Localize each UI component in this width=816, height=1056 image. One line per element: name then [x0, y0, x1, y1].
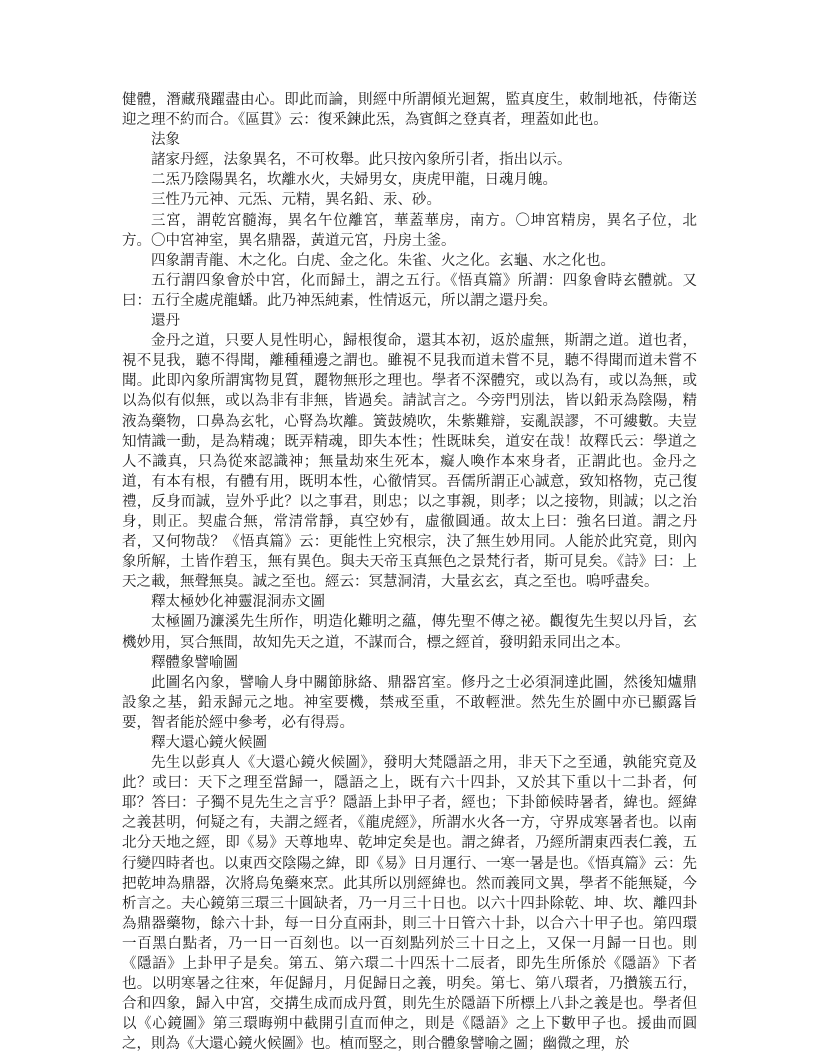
- section-heading: 釋體象譬喻圖: [151, 654, 238, 671]
- section-heading: 還丹: [151, 313, 180, 330]
- document-page: [122, 90, 697, 1055]
- paragraph: 太極圖乃濂溪先生所作，明造化難明之蘊，傳先聖不傳之祕。觀復先生契以丹旨，玄機妙用，冥合無間，故知先天之道，不謀而合，標之經首，發明鉛汞同出之本。: [122, 614, 697, 651]
- paragraph: 諸家丹經，法象異名，不可枚舉。此只按內象所引者，指出以示。: [151, 152, 572, 169]
- paragraph: 健體，潛藏飛躍盡由心。即此而論，則經中所謂傾光迴駕，監真度生，敕制地祇，侍衛送迎之理不約而合。《區貫》云：復釆鍊此炁，為賓餌之登真者，理蓋如此也。: [122, 92, 697, 129]
- paragraph: 金丹之道，只要人見性明心，歸根復命，還其本初，返於虛無，斯謂之道。道也者，視不見我，聽不得聞，離種種邊之謂也。雖視不見我而道未嘗不見，聽不得聞而道未嘗不聞。此即內象所謂寓物見質，麗物無形之理也。學者不深體究，或以為有，或以為無，或以為似有似無，或以為非有非無，皆過矣。請試言之。今旁門別法，皆以鉛汞為陰陽，精液為藥物，口鼻為玄牝，心腎為坎離。簧鼓燒吹，朱紫難辯，妄亂誤謬，不可縷數。夫豈知情識一動，是為精魂；既弄精魂，即失本性；性既昧矣，道安在哉！故釋氏云：學道之人不識真，只為從來認識神；無量劫來生死本，癡人喚作本來身者，正謂此也。金丹之道，有本有根，有體有用，既明本性，心徹情冥。吾儒所謂正心誠意，致知格物，克己復禮，反身而誠，豈外乎此？以之事君，則忠；以之事親，則孝；以之接物，則誠；以之治身，則正。契虛合無，常清常靜，真空妙有，虛徹圓通。故太上曰：強名曰道。謂之丹者，又何物哉？《悟真篇》云：更能性上究根宗，決了無生妙用同。人能於此究竟，則內象所解，土皆作碧玉，無有異色。與夫天帝玉真無色之景梵行者，斯可見矣。《詩》曰：上天之載，無聲無臭。誠之至也。經云：冥慧洞清，大量玄玄，真之至也。嗚呼盡矣。: [122, 333, 697, 591]
- paragraph: 三性乃元神、元炁、元精，異名鉛、汞、砂。: [151, 192, 441, 209]
- section-heading: 釋太極妙化神靈混洞赤文圖: [151, 594, 325, 611]
- paragraph: 四象謂青龍、木之化。白虎、金之化。朱雀、火之化。玄龜、水之化也。: [151, 252, 615, 269]
- section-heading: 釋大還心鏡火候圖: [151, 735, 267, 751]
- paragraph: 先生以彭真人《大還心鏡火候圖》，發明大梵隱語之用，非天下之至通，孰能究竟及此？或曰：天下之理至當歸一，隱語之上，既有六十四卦，又於其下重以十二卦者，何耶？答曰：子獨不見先生之言乎？隱語上卦甲子者，經也；下卦節候時暑者，緯也。經緯之義甚明，何疑之有，夫謂之經者，《龍虎經》，所謂水火各一方，守界成寒暑者也。以南北分天地之經，即《易》天尊地卑、乾坤定矣是也。謂之緯者，乃經所謂東西表仁義，五行變四時者也。以東西交陰陽之緯，即《易》日月運行、一寒一暑是也。《悟真篇》云：先把乾坤為鼎器，次將烏兔藥來烹。此其所以別經緯也。然而義同文異，學者不能無疑，今析言之。夫心鏡第三環三十圓缺者，乃一月三十日也。以六十四卦除乾、坤、坎、離四卦為鼎器藥物，餘六十卦，每一日分直兩卦，則三十日管六十卦，以合六十甲子也。第四環一百黑白點者，乃一日一百刻也。以一百刻點列於三十日之上，又保一月歸一日也。則《隱語》上卦甲子是矣。第五、第六環二十四炁十二辰者，即先生所係於《隱語》下者也。以明寒暑之往來，年促歸月，月促歸日之義，明矣。第七、第八環者，乃攢簇五行，合和四象，歸入中宮，交搆生成而成丹質，則先生於隱語下所標上八卦之義是也。學者但以《心鏡圖》第三環晦朔中截開引直而伸之，則是《隱語》之上下數甲子也。援曲而圓之，則為《大還心鏡火候圖》也。植而竪之，則合體象譬喻之圖；幽微之理，於: [122, 755, 697, 1053]
- paragraph: 二炁乃陰陽異名，坎離水火，夫婦男女，庚虎甲龍，日魂月魄。: [151, 172, 557, 189]
- paragraph: 五行謂四象會於中宮，化而歸土，謂之五行。《悟真篇》所謂：四象會時玄體就。又曰：五行全處虎龍蟠。此乃神炁純素，性情返元，所以謂之還丹矣。: [122, 272, 697, 309]
- paragraph: 三宮，謂乾宮髓海，異名午位離宮，華蓋華房，南方。〇坤宮精房，異名子位，北方。〇中宮神室，異名鼎器，黃道元宮，丹房土釜。: [122, 212, 697, 249]
- paragraph: 此圖名內象，譬喻人身中關節脉絡、鼎器宮室。修丹之士必須洞達此圖，然後知爐鼎設象之基，鉛汞歸元之地。神室要機，禁戒至重，不敢輕泄。然先生於圖中亦已顯露旨要，智者能於經中參考，必有得焉。: [122, 674, 697, 731]
- section-heading: 法象: [151, 132, 180, 149]
